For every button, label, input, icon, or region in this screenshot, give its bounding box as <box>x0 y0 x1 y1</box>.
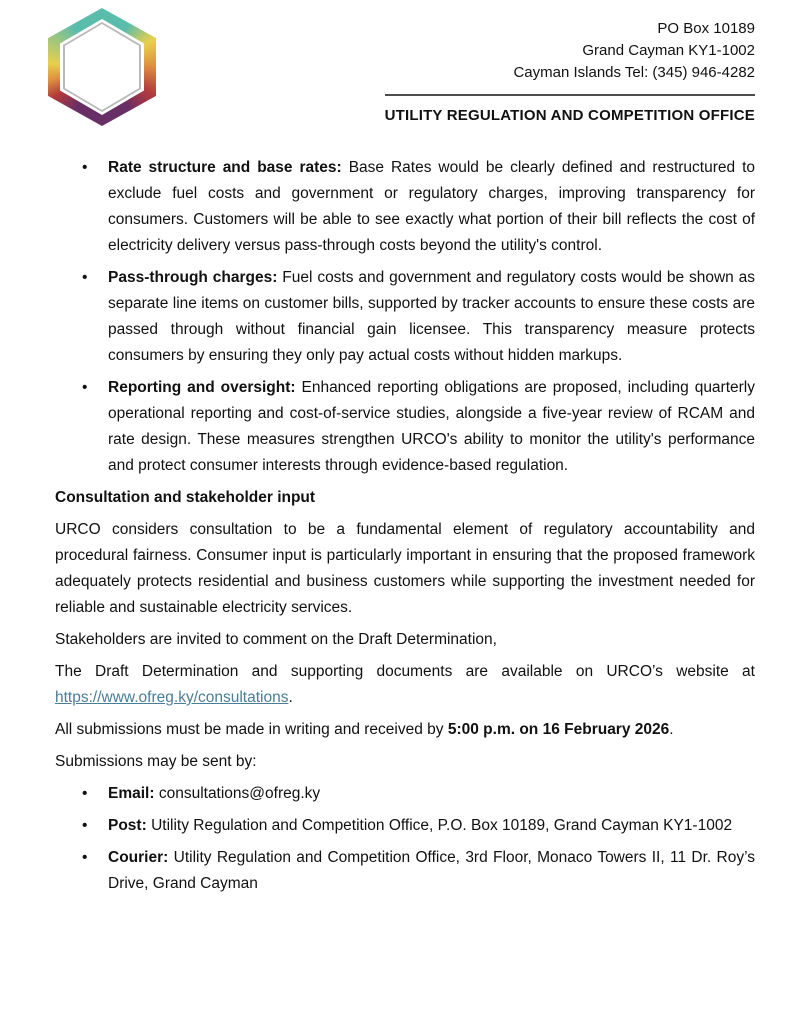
method-text: consultations@ofreg.ky <box>158 785 321 802</box>
paragraph-stakeholders-invited: Stakeholders are invited to comment on the Draft Determination, <box>55 631 497 648</box>
bullet-text: Enhanced reporting obligations are proposed, including quarterly operational reporting and cost-of-service studies, alongside a five-year review of RCAM and rate design. These measures strengthen URCO's ability to monitor the utility's performance and protect consumer interests through evidence-based regulation. <box>108 379 755 474</box>
framework-bullet-list <box>55 155 755 479</box>
bullet-rate-structure <box>55 155 755 259</box>
deadline-period: . <box>669 721 674 738</box>
bullet-label: Pass-through charges: <box>108 269 278 286</box>
bullet-email <box>55 781 755 807</box>
address-country-tel: Cayman Islands Tel: (345) 946-4282 <box>513 64 755 81</box>
letterhead <box>55 16 755 129</box>
deadline-text: All submissions must be made in writing and received by <box>55 721 448 738</box>
method-text: Utility Regulation and Competition Office, P.O. Box 10189, Grand Cayman KY1-1002 <box>151 817 733 834</box>
draft-availability-text: The Draft Determination and supporting documents are available on URCO’s website at <box>55 663 755 680</box>
draft-availability-period: . <box>288 689 293 706</box>
bullet-post <box>55 813 755 839</box>
paragraph-submissions-intro: Submissions may be sent by: <box>55 753 257 770</box>
method-text: Utility Regulation and Competition Office, 3rd Floor, Monaco Towers II, 11 Dr. Roy’s Drive, Grand Cayman <box>108 849 755 892</box>
bullet-reporting <box>55 375 755 479</box>
deadline-datetime: 5:00 p.m. on 16 February 2026 <box>447 721 670 738</box>
submission-methods-list <box>55 781 755 897</box>
bullet-text: Base Rates would be clearly defined and restructured to exclude fuel costs and government or regulatory charges, improving transparency for consumers. Customers will be able to see exactly what portion of their bill reflects the cost of electricity delivery versus pass-through costs beyond the utility's control. <box>108 159 756 254</box>
paragraph-draft-availability <box>55 659 755 711</box>
paragraph-consultation-intro: URCO considers consultation to be a fundamental element of regulatory accountability and procedural fairness. Consumer input is particularly important in ensuring that the proposed framework adequately protects residential and business customers while supporting the investment needed for reliable and sustainable electricity services. <box>55 521 755 616</box>
urco-hexagon-logo-icon <box>48 8 156 126</box>
method-label: Post: <box>108 817 147 834</box>
address-po-box: PO Box 10189 <box>657 20 755 37</box>
bullet-pass-through <box>55 265 755 369</box>
bullet-label: Rate structure and base rates: <box>108 159 342 176</box>
office-name: UTILITY REGULATION AND COMPETITION OFFICE <box>384 107 755 124</box>
section-heading-consultation: Consultation and stakeholder input <box>55 489 316 506</box>
bullet-text: Fuel costs and government and regulatory costs would be shown as separate line items on customer bills, supported by tracker accounts to ensure these costs are passed through without financial gain licensee. This transparency measure protects consumers by ensuring they only pay actual costs without hidden markups. <box>108 269 756 364</box>
paragraph-submission-deadline <box>55 717 755 743</box>
consultations-link[interactable]: https://www.ofreg.ky/consultations <box>55 689 289 706</box>
method-label: Email: <box>108 785 155 802</box>
office-name-block <box>385 94 755 129</box>
method-label: Courier: <box>108 849 169 866</box>
address-city: Grand Cayman KY1-1002 <box>582 42 755 59</box>
bullet-label: Reporting and oversight: <box>108 379 296 396</box>
letterhead-contact-block <box>385 16 755 129</box>
bullet-courier <box>55 845 755 897</box>
